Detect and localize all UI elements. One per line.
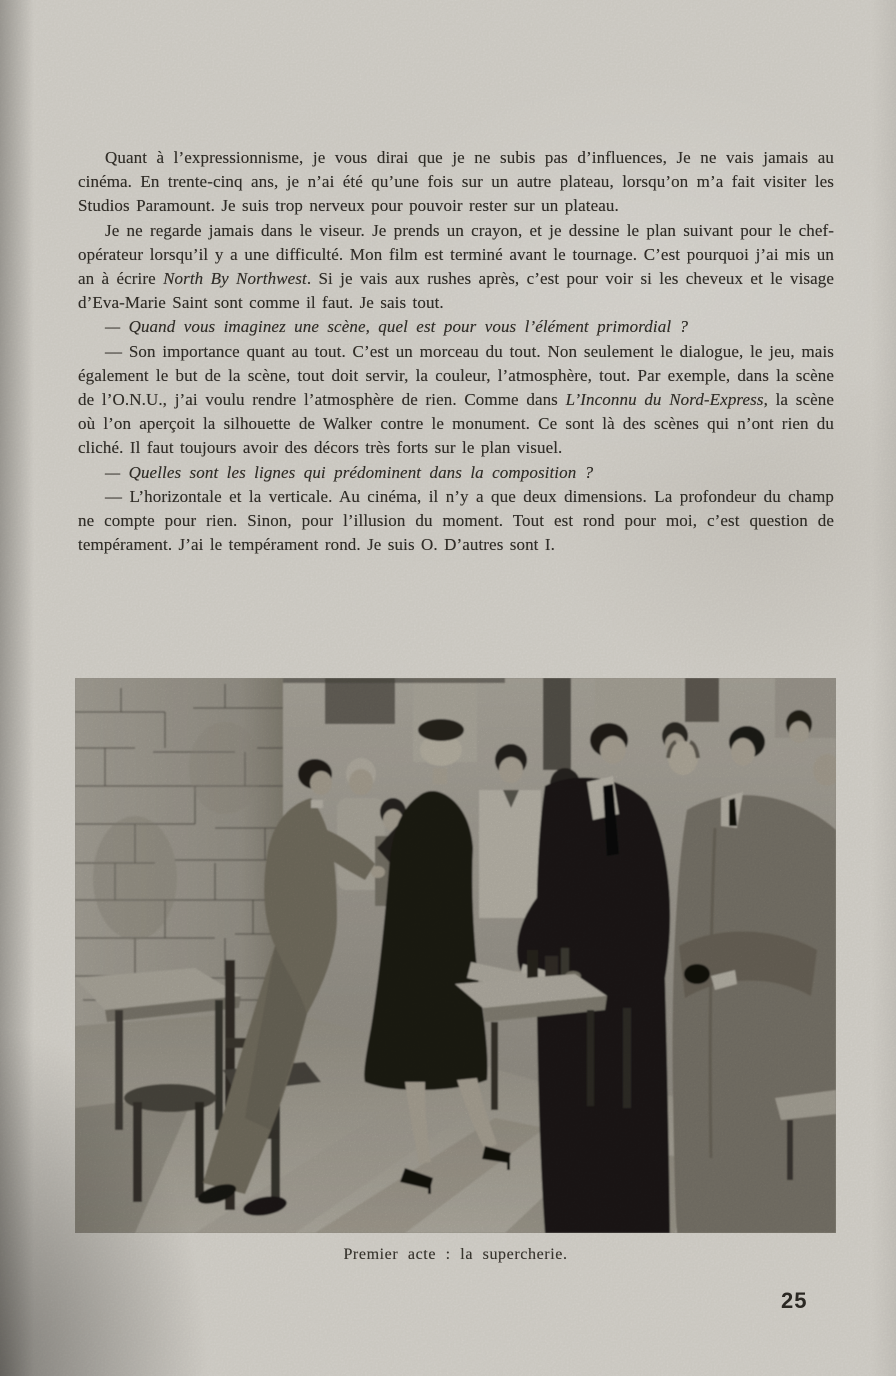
interview-text xyxy=(78,146,834,557)
page-corner-shadow xyxy=(0,816,280,1376)
interview-question-lignes-composition: — Quelles sont les lignes qui prédominent dans la composition ? xyxy=(105,462,594,482)
text-segment: , la scène où l’on aperçoit la silhouette de Walker contre le monument. Ce sont là des scènes qui n’ont rien du cliché. Il faut toujours avoir des décors très forts sur le plan visuel. xyxy=(78,390,834,458)
photo-caption: Premier acte : la supercherie. xyxy=(343,1246,568,1263)
page-number: 25 xyxy=(781,1288,808,1313)
paragraph-horizontale-verticale: — L’horizontale et la verticale. Au cinéma, il n’y a que deux dimensions. La profondeur du champ ne compte pour rien. Sinon, pour l’illusion du moment. Tout est rond pour moi, c’est question de tempérament. J’ai le tempérament rond. Je suis O. D’autres sont I. xyxy=(78,486,834,555)
paragraph-expressionnisme: Quant à l’expressionnisme, je vous dirai que je ne subis pas d’influences, Je ne vais jamais au cinéma. En trente-cinq ans, je n’ai été qu’une fois sur un autre plateau, lorsqu’on m’a fait visiter les Studios Paramount. Je suis trop nerveux pour pouvoir rester sur un plateau. xyxy=(78,148,834,216)
film-title-inconnu-du-nord-express: L’Inconnu du Nord-Express xyxy=(565,390,764,410)
text-segment: — Son importance quant au tout. C’est un morceau du tout. Non seulement le dialogue, le jeu, mais également le but de la scène, tout doit servir, la couleur, l’atmosphère, tout. Par exemple, dans la scène de l’O.N.U., j’ai voulu rendre l’atmosphère de rien. Comme dans xyxy=(78,341,834,410)
paragraph-importance-scene xyxy=(78,340,834,461)
paragraph-viseur xyxy=(78,219,834,316)
interview-question-element-primordial: — Quand vous imaginez une scène, quel est pour vous l’élément primordial ? xyxy=(105,317,689,337)
text-segment: . Si je vais aux rushes après, c’est pour voir si les cheveux et le visage d’Eva-Marie Saint sont comme il faut. Je sais tout. xyxy=(78,269,835,313)
film-title-north-by-northwest: North By Northwest xyxy=(163,269,307,289)
text-segment: Je ne regarde jamais dans le viseur. Je prends un crayon, et je dessine le plan suivant pour le chef-opérateur lorsqu’il y a une difficulté. Mon film est terminé avant le tournage. C’est pourquoi j’ai mis un an à écrire xyxy=(78,220,834,289)
page-right-shade xyxy=(870,0,896,1376)
